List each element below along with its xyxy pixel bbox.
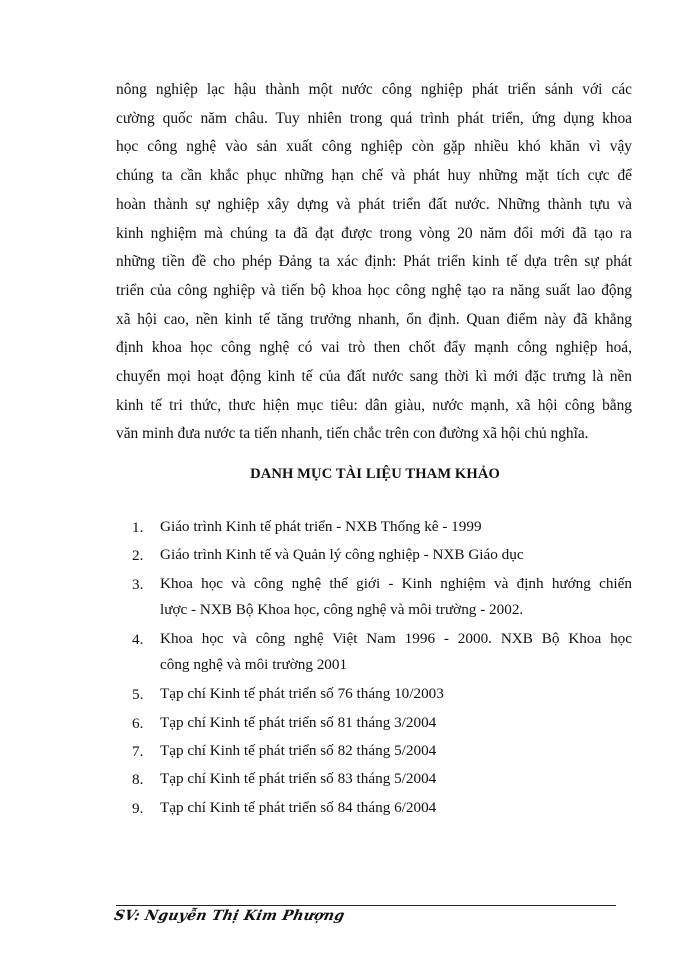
body-paragraph [116, 76, 632, 449]
reference-line: công nghệ và môi trường 2001 [160, 656, 348, 673]
reference-line: Giáo trình Kinh tế và Quản lý công nghiệp - NXB Giáo dục [160, 546, 524, 563]
body-line: cường quốc năm châu. Tuy nhiên trong quá trình phát triển, ứng dụng khoa [116, 109, 632, 127]
reference-text [160, 710, 632, 736]
reference-line: Tạp chí Kinh tế phát triển số 82 tháng 5/2004 [160, 742, 437, 759]
reference-number: 1. [132, 519, 144, 536]
reference-text [160, 514, 632, 540]
body-line: kinh nghiệm mà chúng ta đã đạt được trong vòng 20 năm đổi mới đã tạo ra [116, 224, 632, 242]
reference-line: Tạp chí Kinh tế phát triển số 83 tháng 5/2004 [160, 770, 437, 787]
reference-number: 7. [132, 743, 144, 760]
reference-number: 6. [132, 715, 144, 732]
reference-line: Giáo trình Kinh tế phát triển - NXB Thống kê - 1999 [160, 518, 482, 535]
reference-number: 9. [132, 800, 144, 817]
reference-text [160, 542, 632, 568]
reference-text [160, 681, 632, 707]
body-line: triển của công nghiệp và tiến bộ khoa học công nghệ tạo ra năng suất lao động [116, 281, 632, 299]
footer-divider [116, 905, 616, 906]
body-line: xã hội cao, nền kinh tế tăng trưởng nhanh, ổn định. Quan điểm này đã khẳng [116, 310, 632, 328]
reference-line: Khoa học và công nghệ Việt Nam 1996 - 2000. NXB Bộ Khoa học [160, 630, 632, 647]
reference-line: Tạp chí Kinh tế phát triển số 84 tháng 6/2004 [160, 799, 437, 816]
references-heading: DANH MỤC TÀI LIỆU THAM KHẢO [250, 466, 500, 482]
reference-number: 2. [132, 547, 144, 564]
body-line: văn minh đưa nước ta tiến nhanh, tiến chắc trên con đường xã hội chủ nghĩa. [116, 425, 589, 443]
reference-text [160, 571, 632, 623]
reference-text [160, 766, 632, 792]
body-line: chúng ta cần khắc phục những hạn chế và phát huy những mặt tích cực để [116, 167, 632, 185]
reference-text [160, 626, 632, 678]
body-line: nông nghiệp lạc hậu thành một nước công nghiệp phát triển sánh với các [116, 81, 632, 98]
reference-line: lược - NXB Bộ Khoa học, công nghệ và môi trường - 2002. [160, 601, 524, 618]
reference-number: 8. [132, 771, 144, 788]
reference-number: 3. [132, 576, 144, 593]
footer-author: SV: Nguyễn Thị Kim Phượng [112, 908, 347, 924]
body-line: học công nghệ vào sản xuất công nghiệp còn gặp nhiều khó khăn vì vậy [116, 138, 632, 156]
reference-text [160, 738, 632, 764]
reference-line: Tạp chí Kinh tế phát triển số 81 tháng 3/2004 [160, 714, 437, 731]
reference-text [160, 795, 632, 821]
reference-number: 4. [132, 631, 144, 648]
body-line: hoàn thành sự nghiệp xây dựng và phát triển đất nước. Những thành tựu và [116, 195, 632, 213]
body-line: định khoa học công nghệ có vai trò then chốt đẩy mạnh công nghiệp hoá, [116, 339, 632, 357]
body-line: kinh tế tri thức, thưc hiện mục tiêu: dân giàu, nước mạnh, xã hội công bằng [116, 396, 632, 414]
body-line: chuyển mọi hoạt động kinh tế của đất nước sang thời kì mới đặc trưng là nền [116, 368, 632, 386]
reference-number: 5. [132, 686, 144, 703]
reference-line: Khoa học và công nghệ thế giới - Kinh nghiệm và định hướng chiến [160, 575, 632, 592]
reference-line: Tạp chí Kinh tế phát triển số 76 tháng 10/2003 [160, 685, 444, 702]
body-line: những tiền đề cho phép Đảng ta xác định: Phát triển kinh tế dựa trên sự phát [116, 253, 632, 271]
